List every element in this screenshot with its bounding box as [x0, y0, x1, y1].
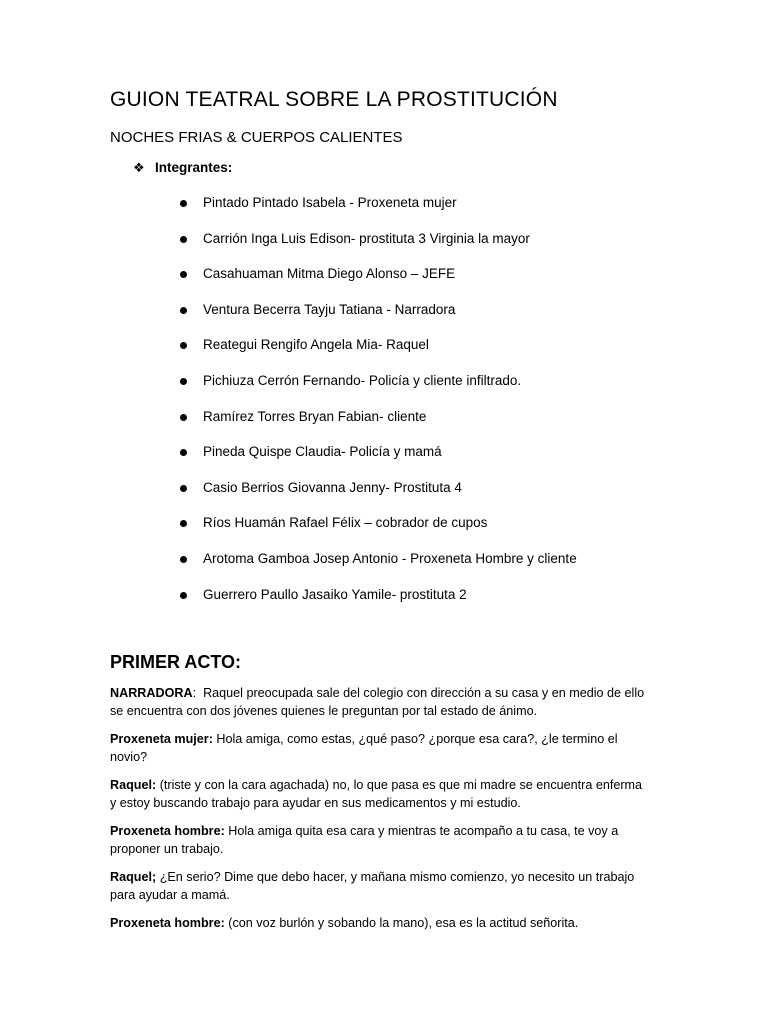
speaker-name: Raquel: [110, 778, 157, 792]
list-item [180, 515, 577, 551]
member-name: Arotoma Gamboa Josep Antonio - Proxeneta Hombre y cliente [203, 550, 577, 566]
member-name: Carrión Inga Luis Edison- prostituta 3 Virginia la mayor [203, 230, 530, 246]
dialogue-line [110, 914, 650, 932]
members-heading [133, 160, 232, 176]
list-item [180, 266, 577, 302]
bullet-dot-icon [180, 378, 187, 385]
list-item [180, 587, 577, 623]
dialogue-line [110, 730, 650, 766]
member-name: Pineda Quispe Claudia- Policía y mamá [203, 444, 442, 460]
bullet-dot-icon [180, 342, 187, 349]
member-name: Casahuaman Mitma Diego Alonso – JEFE [203, 266, 456, 282]
dialogue-line [110, 868, 650, 904]
dialogue-text: Hola amiga, como estas, ¿qué paso? ¿porque esa cara?, ¿le termino el novio? [110, 732, 618, 764]
bullet-dot-icon [180, 271, 187, 278]
diamond-bullet-icon: ❖ [133, 160, 145, 175]
speaker-name: Proxeneta hombre: [110, 916, 225, 930]
list-item [180, 551, 577, 587]
member-name: Ventura Becerra Tayju Tatiana - Narradora [203, 301, 456, 317]
separator: : [192, 686, 204, 700]
list-item [180, 302, 577, 338]
members-list [180, 195, 577, 622]
list-item [180, 337, 577, 373]
member-name: Reategui Rengifo Angela Mia- Raquel [203, 337, 429, 353]
list-item [180, 231, 577, 267]
member-name: Ramírez Torres Bryan Fabian- cliente [203, 408, 427, 424]
bullet-dot-icon [180, 592, 187, 599]
dialogue-text: (triste y con la cara agachada) no, lo que pasa es que mi madre se encuentra enferma y estoy buscando trabajo para ayudar en sus medicamentos y mi estudio. [110, 778, 643, 810]
list-item [180, 444, 577, 480]
act-heading: PRIMER ACTO: [110, 652, 242, 672]
bullet-dot-icon [180, 520, 187, 527]
speaker-name: Proxeneta hombre: [110, 824, 225, 838]
bullet-dot-icon [180, 449, 187, 456]
document-subtitle: NOCHES FRIAS & CUERPOS CALIENTES [110, 129, 403, 146]
members-heading-label: Integrantes: [155, 160, 233, 175]
speaker-name: Proxeneta mujer: [110, 732, 213, 746]
dialogue-text: (con voz burlón y sobando la mano), esa es la actitud señorita. [228, 916, 579, 930]
member-name: Pintado Pintado Isabela - Proxeneta mujer [203, 195, 457, 210]
bullet-dot-icon [180, 236, 187, 243]
member-name: Ríos Huamán Rafael Félix – cobrador de cupos [203, 515, 488, 531]
dialogue-line [110, 684, 650, 720]
bullet-dot-icon [180, 307, 187, 314]
member-name: Casio Berrios Giovanna Jenny- Prostituta 4 [203, 479, 462, 495]
speaker-name: NARRADORA [110, 686, 193, 700]
speaker-name: Raquel; [110, 870, 157, 884]
list-item [180, 195, 577, 231]
list-item [180, 373, 577, 409]
member-name: Guerrero Paullo Jasaiko Yamile- prostituta 2 [203, 586, 467, 602]
dialogue-text: Raquel preocupada sale del colegio con dirección a su casa y en medio de ello se encuentra con dos jóvenes quienes le preguntan por tal estado de ánimo. [110, 686, 645, 718]
dialogue-line [110, 822, 650, 858]
member-name: Pichiuza Cerrón Fernando- Policía y cliente infiltrado. [203, 372, 522, 388]
dialogue-section [110, 684, 650, 942]
bullet-dot-icon [180, 485, 187, 492]
list-item [180, 480, 577, 516]
bullet-dot-icon [180, 556, 187, 563]
list-item [180, 409, 577, 445]
dialogue-line [110, 776, 650, 812]
dialogue-text: ¿En serio? Dime que debo hacer, y mañana mismo comienzo, yo necesito un trabajo para ayudar a mamá. [110, 870, 635, 902]
document-title: GUION TEATRAL SOBRE LA PROSTITUCIÓN [110, 88, 558, 111]
bullet-dot-icon [180, 200, 187, 207]
dialogue-text: Hola amiga quita esa cara y mientras te acompaño a tu casa, te voy a proponer un trabajo. [110, 824, 619, 856]
bullet-dot-icon [180, 414, 187, 421]
